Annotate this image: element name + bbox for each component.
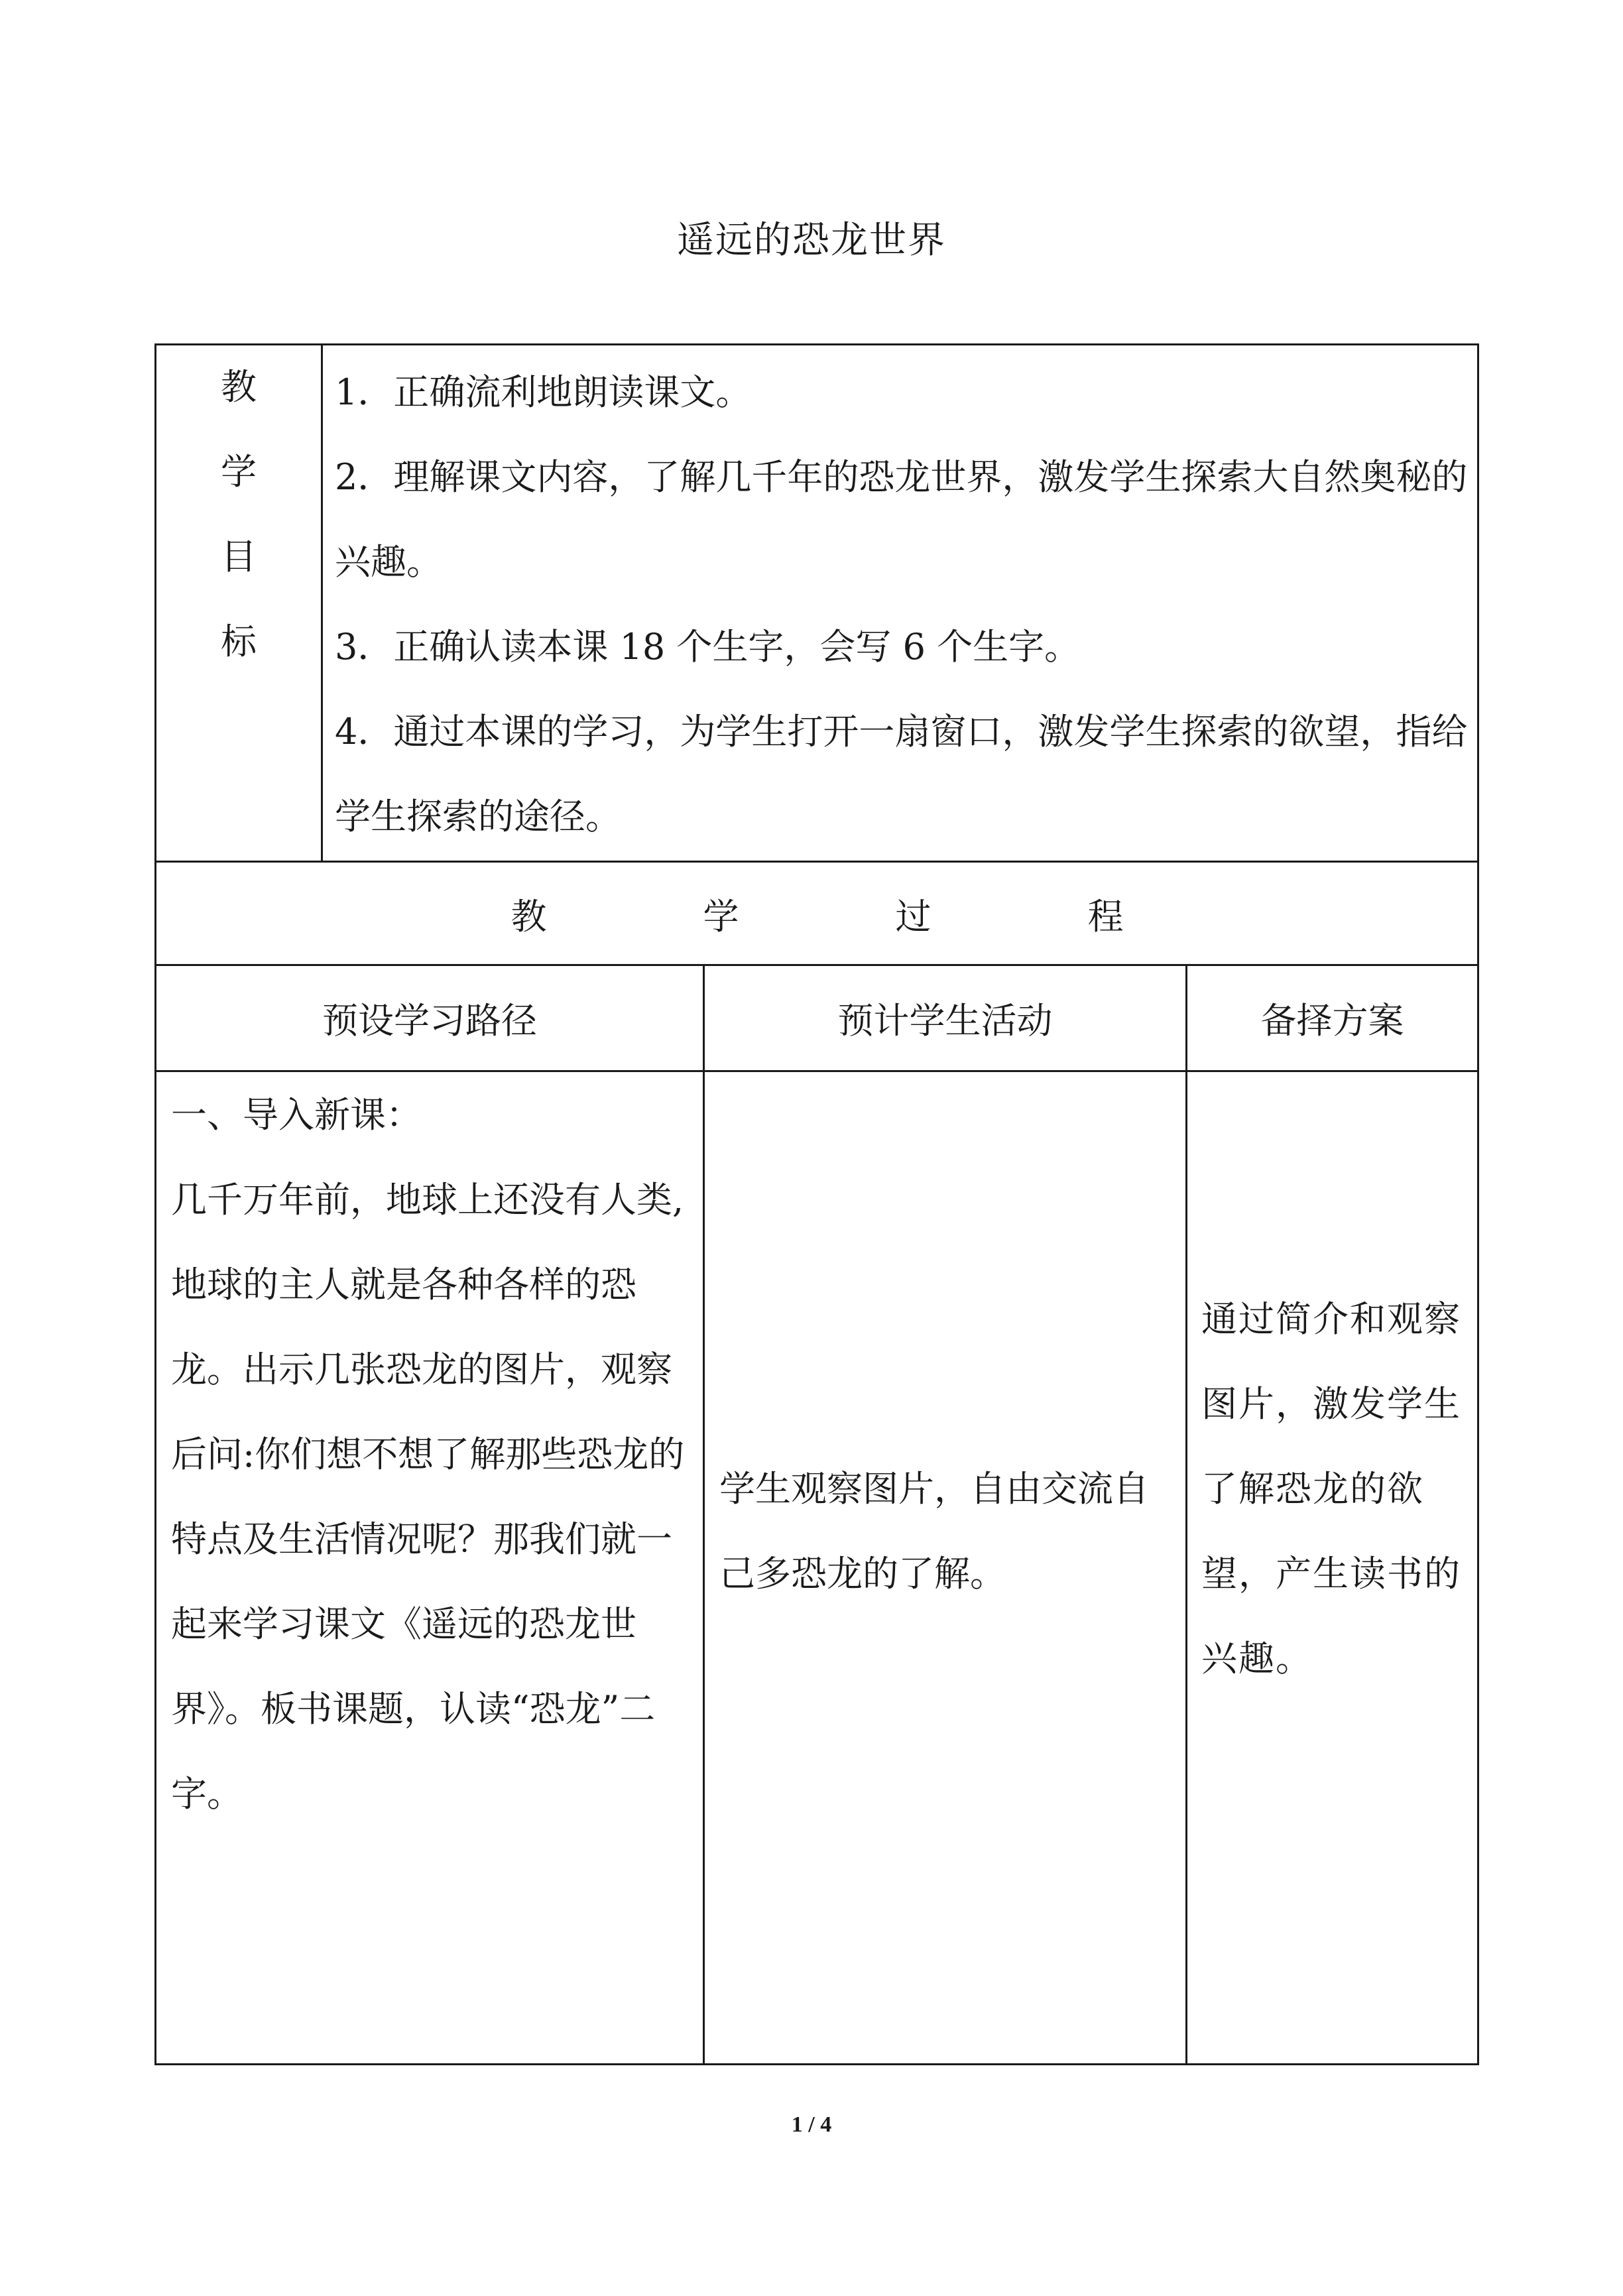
column-header-path: 预设学习路径	[322, 999, 537, 1042]
table-border-bottom	[154, 2063, 1479, 2065]
objectives-label-char: 学	[221, 451, 257, 493]
activity-cell: 学生观察图片，自由交流自己多恐龙的了解。	[719, 1468, 1149, 1595]
objectives-label-char: 目	[221, 536, 257, 577]
alternative-cell: 通过简介和观察图片，激发学生了解恐龙的欲望，产生读书的兴趣。	[1201, 1298, 1461, 1679]
objectives-label-char: 标	[221, 621, 257, 662]
process-header-char: 程	[1087, 895, 1124, 937]
process-header-char: 学	[703, 895, 739, 937]
process-header-char: 过	[895, 895, 932, 937]
process-header-char: 教	[511, 895, 547, 937]
column-header-alternative: 备择方案	[1260, 999, 1404, 1042]
page-title: 遥远的恐龙世界	[677, 219, 946, 262]
path-body: 几千万年前，地球上还没有人类,地球的主人就是各种各样的恐龙。出示几张恐龙的图片，观察后问:你们想不想了解那些恐龙的特点及生活情况呢？那我们就一起来学习课文《遥远的恐龙世界》。板书课题，认读“恐龙”二字。	[171, 1179, 685, 1815]
column-divider-2	[1185, 964, 1187, 2065]
page-number: 1 / 4	[791, 2112, 832, 2137]
objective-item: 1．正确流利地朗读课文。	[335, 371, 752, 413]
objectives-list	[335, 350, 1475, 859]
objectives-label	[156, 345, 322, 684]
path-cell	[171, 1073, 695, 1837]
column-header-activity: 预计学生活动	[837, 999, 1053, 1042]
table-border-top	[154, 343, 1479, 345]
column-divider-1	[703, 964, 705, 2065]
objective-item: 3．正确认读本课 18 个生字，会写 6 个生字。	[335, 626, 1081, 668]
objective-item: 4．通过本课的学习，为学生打开一扇窗口，激发学生探索的欲望，指给学生探索的途径。	[335, 711, 1468, 837]
objectives-label-char: 教	[221, 366, 257, 408]
objective-item: 2．理解课文内容，了解几千年的恐龙世界，激发学生探索大自然奥秘的兴趣。	[335, 456, 1468, 583]
table-border-header-bottom	[154, 1070, 1479, 1072]
table-border-right	[1477, 343, 1479, 2065]
path-heading: 一、导入新课：	[171, 1094, 422, 1136]
process-header	[156, 862, 1478, 965]
